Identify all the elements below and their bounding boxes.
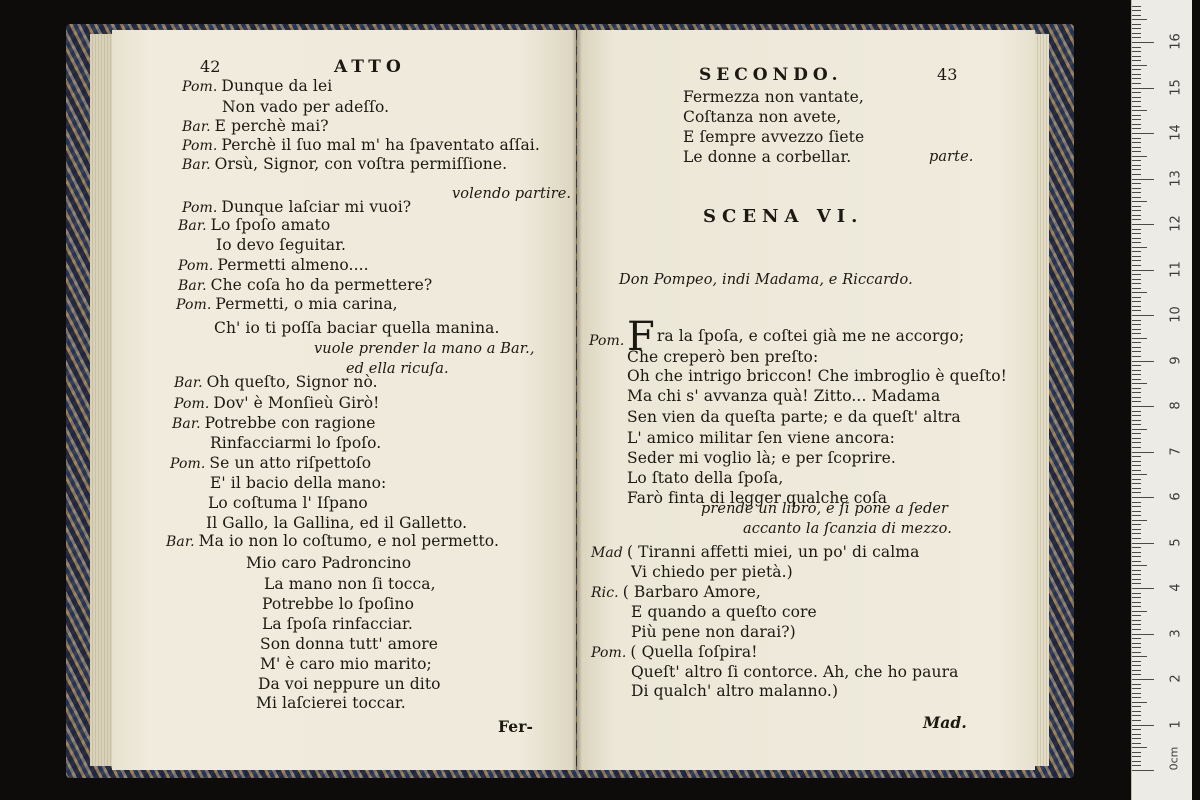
- ruler-tick: [1132, 251, 1141, 252]
- text-line: Fermezza non vantate,: [683, 88, 864, 106]
- ruler-tick: [1132, 670, 1141, 671]
- text-line: Mio caro Padroncino: [246, 554, 412, 572]
- ruler-tick: [1132, 597, 1141, 598]
- ruler-tick: [1132, 320, 1141, 321]
- ruler-tick: [1132, 570, 1141, 571]
- ruler-tick: [1132, 365, 1141, 366]
- ruler-tick: [1132, 374, 1141, 375]
- stage-direction: volendo partire.: [452, 186, 572, 202]
- ruler-tick: [1132, 51, 1141, 52]
- right-running-head: SECONDO.: [699, 65, 843, 85]
- speech-first-line: Fra la ſpoſa, e coſtei già me ne accorgo;: [627, 314, 965, 360]
- ruler-tick: [1132, 761, 1141, 762]
- ruler-tick: [1132, 283, 1141, 284]
- ruler-tick: [1132, 74, 1141, 75]
- ruler-tick: [1132, 506, 1141, 507]
- ruler-tick: [1132, 274, 1141, 275]
- ruler-tick: [1132, 611, 1147, 612]
- ruler-tick: [1132, 729, 1141, 730]
- ruler-tick: [1132, 78, 1141, 79]
- ruler-tick: [1132, 652, 1141, 653]
- ruler-tick: [1132, 483, 1141, 484]
- ruler-tick: [1132, 488, 1141, 489]
- ruler-tick: [1132, 715, 1141, 716]
- ruler-tick: [1132, 101, 1141, 102]
- ruler-tick: [1132, 756, 1141, 757]
- ruler-tick: [1132, 174, 1141, 175]
- ruler-tick: [1132, 424, 1141, 425]
- ruler-tick: [1132, 524, 1141, 525]
- ruler-tick: [1132, 497, 1154, 498]
- ruler-tick: [1132, 197, 1141, 198]
- ruler-tick: [1132, 638, 1141, 639]
- scene-title: SCENA VI.: [703, 206, 864, 227]
- ruler-tick: [1132, 310, 1141, 311]
- right-page-number: 43: [937, 65, 958, 84]
- text-line: Che creperò ben preſto:: [627, 348, 819, 366]
- ruler-tick: [1132, 42, 1154, 43]
- ruler-tick: [1132, 388, 1141, 389]
- ruler-tick: [1132, 684, 1141, 685]
- ruler-tick: [1132, 411, 1141, 412]
- ruler-tick: [1132, 561, 1141, 562]
- ruler-label: 9: [1168, 355, 1184, 365]
- left-catchword: Fer-: [498, 717, 534, 736]
- ruler-tick: [1132, 133, 1154, 134]
- ruler-tick: [1132, 329, 1141, 330]
- book-gutter: [572, 30, 582, 770]
- ruler-tick: [1132, 10, 1141, 11]
- ruler-tick: [1132, 124, 1141, 125]
- ruler-tick: [1132, 442, 1141, 443]
- ruler-tick: [1132, 429, 1147, 430]
- ruler-tick: [1132, 515, 1141, 516]
- left-page: [112, 30, 576, 770]
- ruler-tick: [1132, 770, 1154, 771]
- ruler-tick: [1132, 83, 1141, 84]
- stage-direction: vuole prender la mano a Bar.,: [314, 341, 535, 357]
- ruler-tick: [1132, 588, 1154, 589]
- ruler-tick: [1132, 306, 1141, 307]
- ruler-tick: [1132, 229, 1141, 230]
- ruler-tick: [1132, 119, 1141, 120]
- right-catchword: Mad.: [923, 713, 967, 732]
- ruler-tick: [1132, 183, 1141, 184]
- ruler-label: 3: [1168, 628, 1184, 638]
- ruler-tick: [1132, 351, 1141, 352]
- ruler-tick: [1132, 256, 1141, 257]
- left-page-number: 42: [200, 57, 221, 76]
- ruler-tick: [1132, 265, 1141, 266]
- ruler-tick: [1132, 160, 1141, 161]
- text-line: La mano non ſi tocca,: [264, 575, 436, 593]
- text-line: Bar. Che coſa ho da permettere?: [178, 276, 433, 294]
- ruler-tick: [1132, 201, 1147, 202]
- ruler-tick: [1132, 511, 1141, 512]
- ruler-tick: [1132, 420, 1141, 421]
- ruler-tick: [1132, 438, 1141, 439]
- ruler-tick: [1132, 147, 1141, 148]
- ruler-tick: [1132, 529, 1141, 530]
- text-line: Farò finta di legger qualche coſa: [627, 489, 888, 507]
- text-line: La ſpoſa rinfacciar.: [262, 615, 413, 633]
- ruler-tick: [1132, 106, 1141, 107]
- text-line: Pom. Dunque laſciar mi vuoi?: [182, 198, 412, 216]
- ruler-tick: [1132, 702, 1147, 703]
- ruler-tick: [1132, 169, 1141, 170]
- ruler-tick: [1132, 461, 1141, 462]
- ruler-tick: [1132, 210, 1141, 211]
- text-line: Lo coſtuma l' Iſpano: [208, 494, 368, 512]
- ruler-tick: [1132, 379, 1141, 380]
- ruler-tick: [1132, 543, 1154, 544]
- text-line: Rinfacciarmi lo ſpoſo.: [210, 434, 382, 452]
- ruler-tick: [1132, 188, 1141, 189]
- ruler-tick: [1132, 433, 1141, 434]
- ruler-tick: [1132, 338, 1147, 339]
- ruler-label: 4: [1168, 583, 1184, 592]
- ruler-label: 14: [1168, 124, 1184, 141]
- text-line: Pom. Permetti, o mia carina,: [176, 295, 398, 313]
- text-line: E ſempre avvezzo ſiete: [683, 128, 865, 146]
- ruler-tick: [1132, 97, 1141, 98]
- ruler-tick: [1132, 647, 1141, 648]
- left-running-head: ATTO: [334, 57, 406, 77]
- ruler-label: 2: [1168, 674, 1184, 683]
- right-page-edges: [1035, 34, 1049, 766]
- text-line: Da voi neppure un dito: [258, 675, 441, 693]
- ruler-tick: [1132, 474, 1147, 475]
- text-line: Bar. Lo ſpoſo amato: [178, 216, 331, 234]
- ruler-tick: [1132, 456, 1141, 457]
- ruler-tick: [1132, 65, 1147, 66]
- text-line: E quando a queſto core: [631, 603, 817, 621]
- text-line: Mi laſcierei toccar.: [256, 694, 406, 712]
- ruler-label: 8: [1168, 401, 1184, 410]
- ruler-tick: [1132, 238, 1141, 239]
- ruler-tick: [1132, 370, 1141, 371]
- ruler-tick: [1132, 69, 1141, 70]
- ruler-tick: [1132, 520, 1147, 521]
- drop-cap: F: [627, 314, 655, 360]
- ruler-tick: [1132, 624, 1141, 625]
- ruler-tick: [1132, 15, 1141, 16]
- ruler-unit-label: 0cm: [1167, 746, 1181, 771]
- ruler-tick: [1132, 292, 1147, 293]
- ruler-tick: [1132, 60, 1141, 61]
- ruler-label: 11: [1168, 260, 1184, 278]
- ruler-label: 13: [1168, 169, 1184, 187]
- ruler-tick: [1132, 383, 1147, 384]
- ruler-tick: [1132, 606, 1141, 607]
- text-line: Pom. Dunque da lei: [182, 77, 333, 95]
- text-line: Lo ſtato della ſpoſa,: [627, 469, 784, 487]
- text-line: Io devo ſeguitar.: [216, 236, 347, 254]
- ruler-tick: [1132, 24, 1141, 25]
- ruler-tick: [1132, 179, 1154, 180]
- ruler-tick: [1132, 552, 1141, 553]
- ruler-tick: [1132, 92, 1141, 93]
- ruler-tick: [1132, 142, 1141, 143]
- ruler-tick: [1132, 593, 1141, 594]
- ruler-tick: [1132, 47, 1141, 48]
- text-line: Mad ( Tiranni affetti miei, un po' di calma: [591, 543, 920, 561]
- text-line: L' amico militar ſen viene ancora:: [627, 429, 895, 447]
- stage-direction: accanto la ſcanzia di mezzo.: [743, 521, 952, 537]
- ruler-tick: [1132, 247, 1147, 248]
- ruler-tick: [1132, 297, 1141, 298]
- text-line: Ch' io ti poſſa baciar quella manina.: [214, 319, 500, 337]
- ruler-tick: [1132, 206, 1141, 207]
- ruler-tick: [1132, 392, 1141, 393]
- measuring-ruler: [1131, 0, 1192, 800]
- ruler-tick: [1132, 361, 1154, 362]
- stage-direction-exit: parte.: [929, 149, 974, 165]
- ruler-tick: [1132, 156, 1147, 157]
- ruler-tick: [1132, 315, 1154, 316]
- ruler-tick: [1132, 661, 1141, 662]
- ruler-tick: [1132, 693, 1141, 694]
- ruler-tick: [1132, 765, 1141, 766]
- ruler-tick: [1132, 492, 1141, 493]
- text-line: Coſtanza non avete,: [683, 108, 842, 126]
- ruler-tick: [1132, 679, 1154, 680]
- ruler-tick: [1132, 406, 1154, 407]
- ruler-tick: [1132, 56, 1141, 57]
- ruler-tick: [1132, 752, 1141, 753]
- ruler-tick: [1132, 533, 1141, 534]
- ruler-tick: [1132, 747, 1147, 748]
- ruler-tick: [1132, 465, 1141, 466]
- text-line: Queſt' altro ſi contorce. Ah, che ho paura: [631, 663, 959, 681]
- ruler-tick: [1132, 706, 1141, 707]
- ruler-tick: [1132, 665, 1141, 666]
- stage-direction: ed ella ricuſa.: [346, 361, 449, 377]
- ruler-tick: [1132, 620, 1141, 621]
- ruler-tick: [1132, 602, 1141, 603]
- text-line: Pom. Perchè il ſuo mal m' ha ſpaventato aſſai.: [182, 136, 540, 154]
- ruler-tick: [1132, 447, 1141, 448]
- ruler-tick: [1132, 538, 1141, 539]
- text-line: M' è caro mio marito;: [260, 655, 432, 673]
- text-line: Pom. Se un atto riſpettoſo: [170, 454, 372, 472]
- text-line: Bar. Potrebbe con ragione: [172, 414, 376, 432]
- text-line: Oh che intrigo briccon! Che imbroglio è queſto!: [627, 367, 1007, 385]
- text-line: Le donne a corbellar.: [683, 148, 852, 166]
- stage-direction: prende un libro, e ſi pone a ſeder: [701, 501, 949, 517]
- ruler-tick: [1132, 479, 1141, 480]
- ruler-tick: [1132, 743, 1141, 744]
- ruler-tick: [1132, 347, 1141, 348]
- text-line: Bar. Oh queſto, Signor nò.: [174, 373, 378, 391]
- speech-block: Pom.: [589, 333, 625, 349]
- text-line: Pom. Permetti almeno....: [178, 256, 369, 274]
- ruler-label: 10: [1168, 306, 1184, 323]
- ruler-tick: [1132, 110, 1147, 111]
- ruler-tick: [1132, 583, 1141, 584]
- text-line: Il Gallo, la Gallina, ed il Galletto.: [206, 514, 468, 532]
- text-line: Potrebbe lo ſpoſino: [262, 595, 415, 613]
- ruler-tick: [1132, 88, 1154, 89]
- ruler-tick: [1132, 725, 1154, 726]
- ruler-tick: [1132, 28, 1141, 29]
- ruler-tick: [1132, 579, 1141, 580]
- ruler-tick: [1132, 224, 1154, 225]
- ruler-tick: [1132, 415, 1141, 416]
- ruler-tick: [1132, 565, 1147, 566]
- ruler-tick: [1132, 301, 1141, 302]
- ruler-tick: [1132, 342, 1141, 343]
- ruler-tick: [1132, 629, 1141, 630]
- ruler-label: 15: [1168, 78, 1184, 96]
- ruler-tick: [1132, 697, 1141, 698]
- ruler-tick: [1132, 33, 1141, 34]
- ruler-tick: [1132, 37, 1141, 38]
- ruler-tick: [1132, 128, 1141, 129]
- ruler-tick: [1132, 270, 1154, 271]
- ruler-tick: [1132, 233, 1141, 234]
- ruler-tick: [1132, 711, 1141, 712]
- ruler-tick: [1132, 151, 1141, 152]
- ruler-tick: [1132, 470, 1141, 471]
- ruler-tick: [1132, 356, 1141, 357]
- text-line: Vi chiedo per pietà.): [631, 563, 793, 581]
- text-line: Son donna tutt' amore: [260, 635, 439, 653]
- ruler-label: 5: [1168, 537, 1184, 547]
- ruler-tick: [1132, 242, 1141, 243]
- ruler-tick: [1132, 288, 1141, 289]
- ruler-label: 12: [1168, 215, 1184, 232]
- left-page-edges: [90, 34, 114, 766]
- ruler-tick: [1132, 333, 1141, 334]
- ruler-tick: [1132, 324, 1141, 325]
- ruler-tick: [1132, 19, 1147, 20]
- text-line: E' il bacio della mano:: [210, 474, 387, 492]
- ruler-tick: [1132, 219, 1141, 220]
- ruler-tick: [1132, 502, 1141, 503]
- ruler-tick: [1132, 138, 1141, 139]
- ruler-tick: [1132, 115, 1141, 116]
- right-page: [577, 30, 1035, 770]
- ruler-tick: [1132, 734, 1141, 735]
- ruler-tick: [1132, 720, 1141, 721]
- scene-characters: Don Pompeo, indi Madama, e Riccardo.: [619, 272, 913, 288]
- ruler-tick: [1132, 401, 1141, 402]
- text-line: Non vado per adeſſo.: [222, 98, 390, 116]
- ruler-tick: [1132, 215, 1141, 216]
- ruler-label: 16: [1168, 33, 1184, 50]
- text-line: Ma chi s' avvanza quà! Zitto... Madama: [627, 387, 941, 405]
- ruler-tick: [1132, 738, 1141, 739]
- ruler-tick: [1132, 279, 1141, 280]
- ruler-tick: [1132, 556, 1141, 557]
- ruler-tick: [1132, 634, 1154, 635]
- text-line: Bar. Ma io non lo coſtumo, e nol permetto.: [166, 532, 499, 550]
- ruler-tick: [1132, 192, 1141, 193]
- text-line: Bar. Orsù, Signor, con voſtra permiſſione.: [182, 155, 508, 173]
- ruler-tick: [1132, 656, 1147, 657]
- ruler-tick: [1132, 615, 1141, 616]
- ruler-tick: [1132, 688, 1141, 689]
- ruler-tick: [1132, 574, 1141, 575]
- ruler-tick: [1132, 397, 1141, 398]
- ruler-tick: [1132, 643, 1141, 644]
- ruler-tick: [1132, 547, 1141, 548]
- text-line: Pom. Dov' è Monſieù Girò!: [174, 394, 380, 412]
- ruler-tick: [1132, 6, 1141, 7]
- text-line: Più pene non darai?): [631, 623, 796, 641]
- ruler-label: 6: [1168, 492, 1184, 501]
- text-line: Ric. ( Barbaro Amore,: [591, 583, 761, 601]
- ruler-tick: [1132, 452, 1154, 453]
- ruler-label: 7: [1168, 446, 1184, 456]
- ruler-tick: [1132, 260, 1141, 261]
- text-line: Bar. E perchè mai?: [182, 117, 329, 135]
- text-line: Di qualch' altro malanno.): [631, 682, 839, 700]
- text-line: Pom. ( Quella ſoſpira!: [591, 643, 758, 661]
- text-line: Sen vien da queſta parte; e da queſt' altra: [627, 408, 961, 426]
- ruler-tick: [1132, 165, 1141, 166]
- ruler-tick: [1132, 674, 1141, 675]
- text-line: Seder mi voglio là; e per ſcoprire.: [627, 449, 896, 467]
- ruler-label: 1: [1168, 719, 1184, 729]
